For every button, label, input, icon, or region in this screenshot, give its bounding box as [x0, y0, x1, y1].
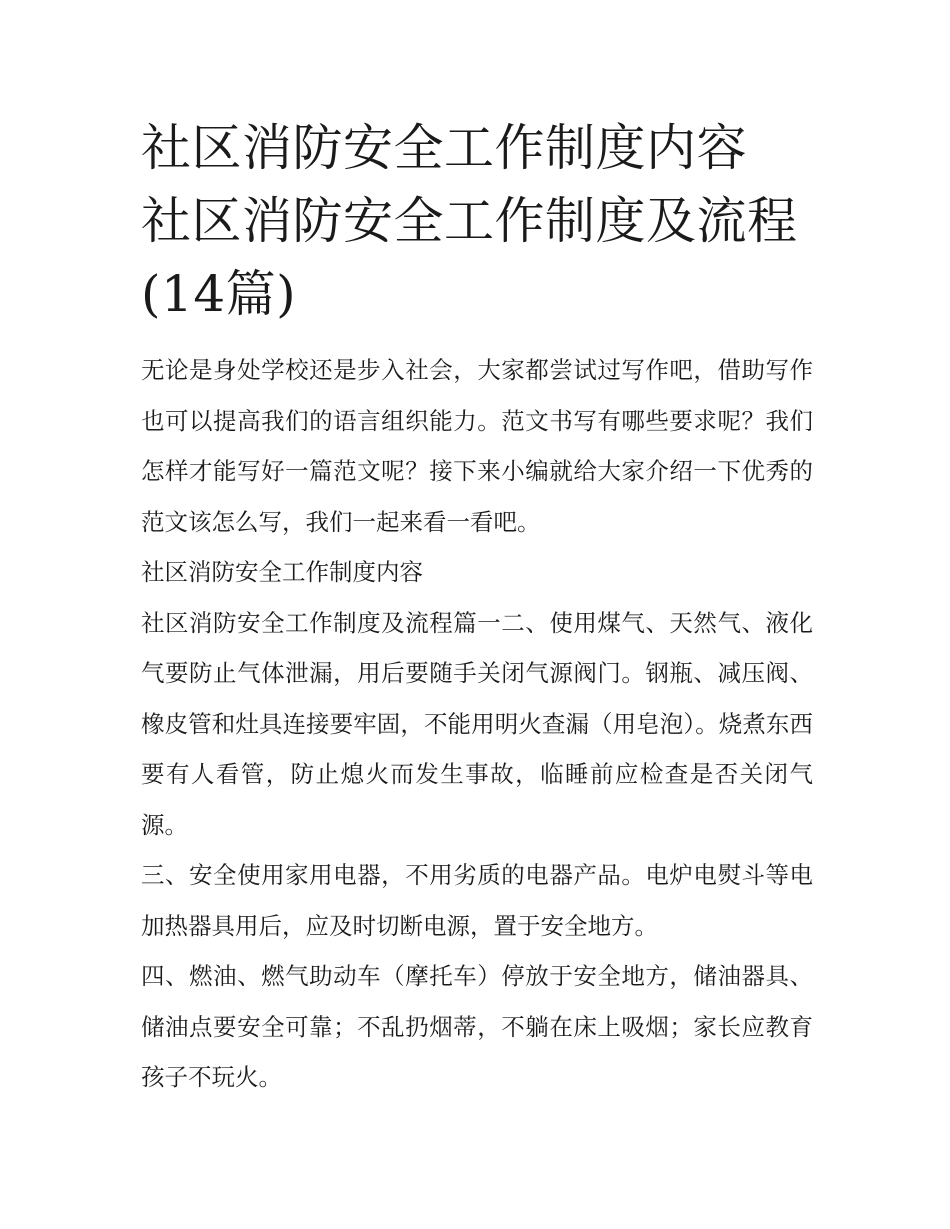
body-paragraph: 社区消防安全工作制度及流程篇一二、使用煤气、天然气、液化气要防止气体泄漏，用后要随手关闭气源阀门。钢瓶、减压阀、橡皮管和灶具连接要牢固，不能用明火查漏（用皂泡）。烧煮东西要有人看管，防止熄火而发生事故，临睡前应检查是否关闭气源。	[141, 608, 813, 839]
document-page	[141, 112, 813, 1103]
section-heading: 社区消防安全工作制度内容	[141, 558, 423, 586]
body-paragraph: 四、燃油、燃气助动车（摩托车）停放于安全地方，储油器具、储油点要安全可靠；不乱扔烟蒂，不躺在床上吸烟；家长应教育孩子不玩火。	[141, 962, 813, 1091]
document-body	[141, 345, 813, 1103]
intro-paragraph: 无论是身处学校还是步入社会，大家都尝试过写作吧，借助写作也可以提高我们的语言组织能力。范文书写有哪些要求呢？我们怎样才能写好一篇范文呢？接下来小编就给大家介绍一下优秀的范文该怎么写，我们一起来看一看吧。	[141, 356, 813, 536]
document-title: 社区消防安全工作制度内容 社区消防安全工作制度及流程(14篇)	[141, 119, 798, 323]
body-paragraph: 三、安全使用家用电器，不用劣质的电器产品。电炉电熨斗等电加热器具用后，应及时切断电源，置于安全地方。	[141, 861, 813, 940]
